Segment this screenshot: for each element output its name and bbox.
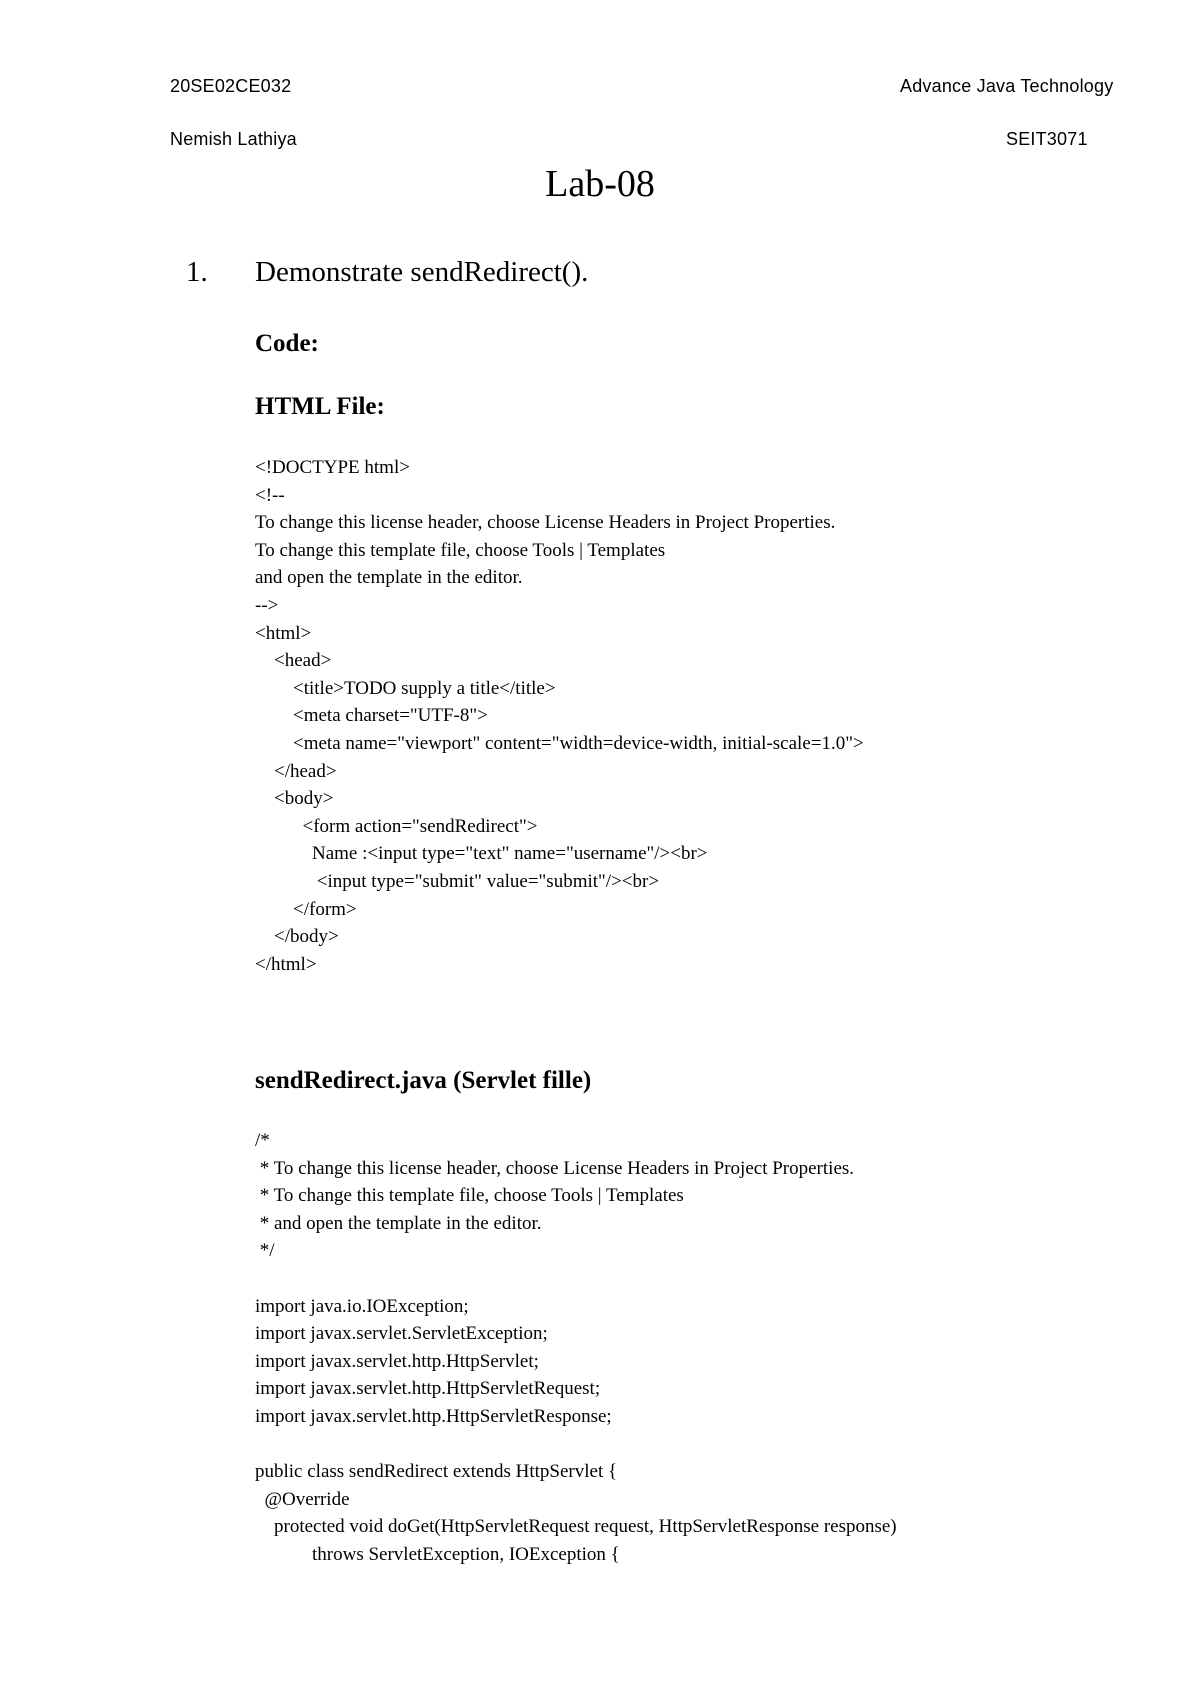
code-line: <head> (255, 650, 332, 672)
code-line: import javax.servlet.ServletException; (255, 1323, 548, 1345)
code-line: import javax.servlet.http.HttpServlet; (255, 1350, 539, 1372)
code-line: <body> (255, 788, 334, 810)
header-student-name: Nemish Lathiya (170, 129, 297, 149)
code-line: </body> (255, 926, 339, 948)
page-title: Lab-08 (545, 163, 655, 205)
java-code-block (255, 1127, 897, 1569)
header-student-id: 20SE02CE032 (170, 76, 292, 96)
code-line: and open the template in the editor. (255, 567, 523, 589)
servlet-file-heading: sendRedirect.java (Servlet fille) (255, 1067, 592, 1094)
code-line: <html> (255, 622, 312, 644)
code-line: </html> (255, 953, 317, 975)
code-line: <title>TODO supply a title</title> (255, 677, 556, 699)
code-line: /* (255, 1130, 270, 1151)
question-text: Demonstrate sendRedirect(). (255, 256, 589, 288)
header-subject-code: SEIT3071 (1006, 129, 1088, 149)
code-line (255, 1265, 897, 1293)
code-line: */ (255, 1240, 275, 1262)
code-line: <meta charset="UTF-8"> (255, 705, 488, 727)
code-line: * To change this license header, choose License Headers in Project Properties. (255, 1157, 855, 1179)
code-line: protected void doGet(HttpServletRequest request, HttpServletResponse response) (255, 1516, 897, 1538)
code-line: * To change this template file, choose Tools | Templates (255, 1185, 684, 1207)
code-line: </head> (255, 760, 337, 782)
code-line: @Override (255, 1488, 350, 1510)
code-line: import java.io.IOException; (255, 1295, 469, 1317)
code-heading: Code: (255, 330, 319, 357)
code-line: To change this license header, choose License Headers in Project Properties. (255, 512, 836, 534)
code-line (255, 1431, 897, 1459)
header-course-name: Advance Java Technology (900, 76, 1114, 96)
html-file-heading: HTML File: (255, 393, 385, 420)
code-line: * and open the template in the editor. (255, 1212, 542, 1234)
question-number: 1. (186, 256, 208, 288)
html-code-block (255, 454, 864, 978)
code-line: </form> (255, 898, 357, 920)
code-line: --> (255, 594, 279, 616)
code-line: <form action="sendRedirect"> (255, 815, 538, 837)
code-line: public class sendRedirect extends HttpServlet { (255, 1461, 618, 1483)
code-line: Name :<input type="text" name="username"/><br> (255, 843, 708, 865)
code-line: import javax.servlet.http.HttpServletResponse; (255, 1405, 612, 1427)
code-line: <!DOCTYPE html> (255, 457, 410, 478)
code-line: <input type="submit" value="submit"/><br> (255, 870, 660, 892)
code-line: <!-- (255, 484, 285, 506)
code-line: throws ServletException, IOException { (255, 1543, 620, 1565)
code-line: <meta name="viewport" content="width=device-width, initial-scale=1.0"> (255, 732, 864, 754)
code-line: To change this template file, choose Tools | Templates (255, 539, 666, 561)
code-line: import javax.servlet.http.HttpServletRequest; (255, 1378, 601, 1400)
